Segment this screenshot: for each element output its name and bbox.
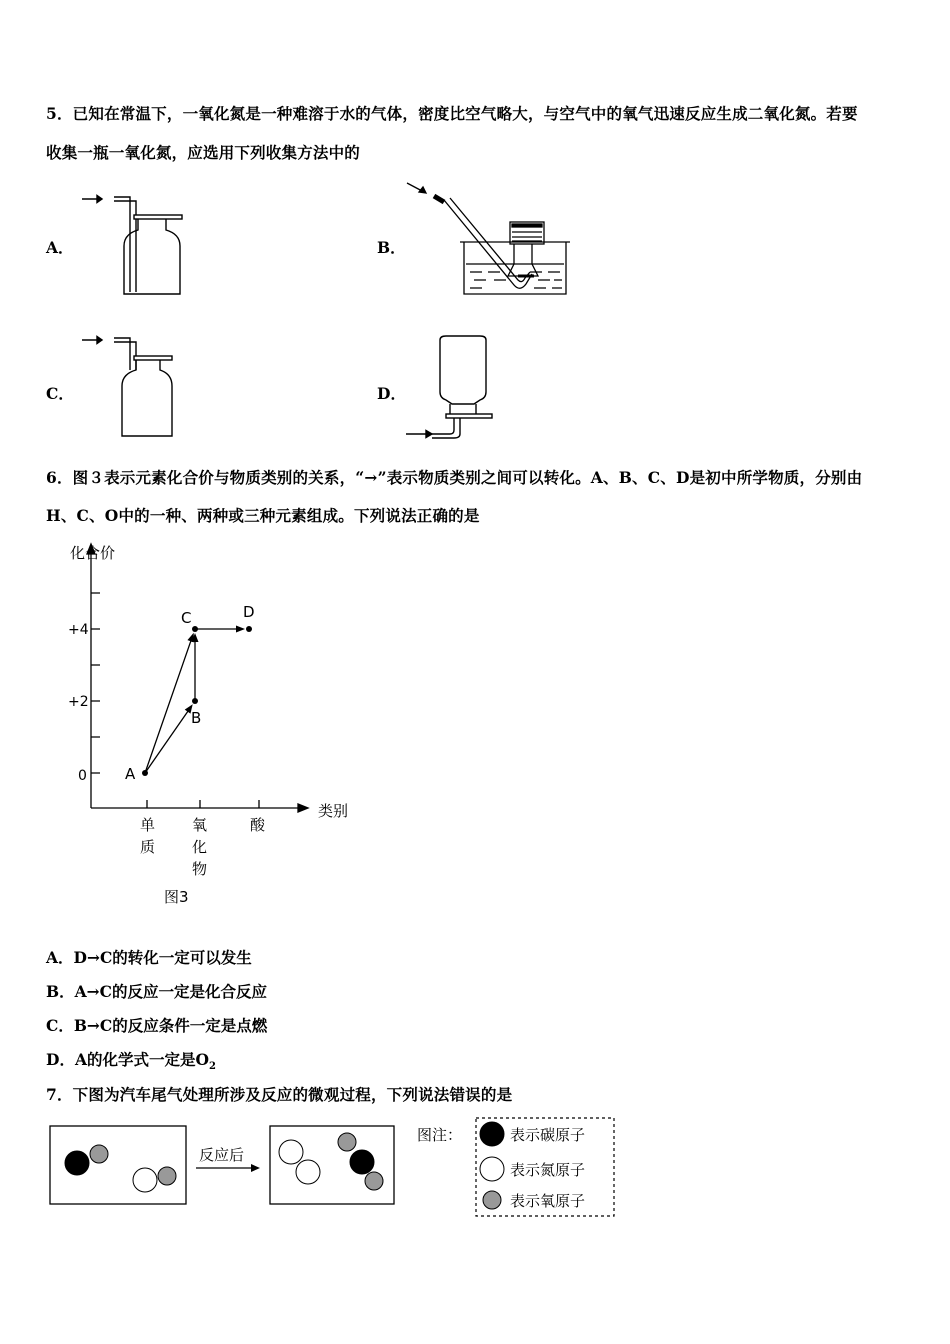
arrow-A-B xyxy=(145,709,189,773)
oxygen-atom xyxy=(158,1167,176,1185)
ytick-plus2: +2 xyxy=(68,694,89,710)
nitrogen-atom xyxy=(133,1168,157,1192)
q6-choice-d-text: D．A的化学式一定是O xyxy=(46,1050,209,1069)
q5-option-b-label: B． xyxy=(377,238,406,257)
products-box xyxy=(270,1126,394,1204)
q6-line1: 6．图３表示元素化合价与物质类别的关系，“→”表示物质类别之间可以转化。A、B、C、D是初中所学物质，分别由 xyxy=(46,468,863,487)
xcat-acid: 酸 xyxy=(250,816,266,834)
point-label-C: C xyxy=(181,609,192,627)
point-C xyxy=(192,626,198,632)
oxygen-atom xyxy=(365,1172,383,1190)
gas-bottle-figure-a xyxy=(76,186,186,298)
legend-carbon-icon xyxy=(480,1122,504,1146)
q6-line2: H、C、O中的一种、两种或三种元素组成。下列说法正确的是 xyxy=(46,506,480,525)
legend-title: 图注： xyxy=(417,1126,463,1144)
legend-nitrogen-text: 表示氮原子 xyxy=(510,1161,586,1179)
oxygen-atom xyxy=(338,1133,356,1151)
point-label-D: D xyxy=(243,603,255,621)
valence-chart xyxy=(40,540,380,910)
arrow-A-C xyxy=(145,638,192,773)
point-D xyxy=(246,626,252,632)
point-label-A: A xyxy=(125,765,136,783)
xcat-elemental-1: 单 xyxy=(140,816,156,834)
x-axis-label: 类别 xyxy=(318,802,349,820)
q5-line2: 收集一瓶一氧化氮，应选用下列收集方法中的 xyxy=(46,143,361,162)
carbon-atom xyxy=(350,1150,374,1174)
legend-oxygen-icon xyxy=(483,1191,501,1209)
point-A xyxy=(142,770,148,776)
legend-nitrogen-icon xyxy=(480,1157,504,1181)
arrowhead-C-D xyxy=(236,626,245,633)
ytick-plus4: +4 xyxy=(68,622,89,638)
q6-choice-a: A．D→C的转化一定可以发生 xyxy=(46,948,252,967)
y-axis-label: 化合价 xyxy=(70,544,116,562)
chart-marks xyxy=(125,603,255,783)
legend-oxygen-text: 表示氧原子 xyxy=(510,1192,586,1210)
reaction-diagram xyxy=(46,1114,626,1224)
xcat-elemental-2: 质 xyxy=(140,838,156,856)
nitrogen-atom xyxy=(279,1140,303,1164)
q5-option-a-label: A． xyxy=(46,238,74,257)
point-B xyxy=(192,698,198,704)
q7-line1: 7．下图为汽车尾气处理所涉及反应的微观过程，下列说法错误的是 xyxy=(46,1085,513,1104)
nitrogen-atom xyxy=(296,1160,320,1184)
arrow-label: 反应后 xyxy=(199,1146,245,1164)
q5-line1: 5．已知在常温下，一氧化氮是一种难溶于水的气体，密度比空气略大，与空气中的氧气迅速反应生成二氧化氮。若要 xyxy=(46,104,858,123)
xcat-oxide-3: 物 xyxy=(192,860,208,878)
point-label-B: B xyxy=(191,709,202,727)
ytick-zero: 0 xyxy=(78,768,87,784)
xcat-oxide-2: 化 xyxy=(192,838,208,856)
xcat-oxide-1: 氧 xyxy=(192,816,208,834)
q6-choice-c: C．B→C的反应条件一定是点燃 xyxy=(46,1016,268,1035)
oxygen-atom xyxy=(90,1145,108,1163)
gas-bottle-figure-c xyxy=(76,330,186,442)
q5-option-c-label: C． xyxy=(46,384,74,403)
q6-choice-d-subscript: 2 xyxy=(208,1061,216,1073)
y-ticks xyxy=(91,593,100,773)
legend-carbon-text: 表示碳原子 xyxy=(510,1126,586,1144)
reaction-arrow-head xyxy=(251,1164,260,1172)
carbon-atom xyxy=(65,1151,89,1175)
q5-option-d-label: D． xyxy=(377,384,406,403)
q6-choice-d xyxy=(46,1048,216,1072)
chart-caption: 图3 xyxy=(164,888,189,906)
inverted-bottle-figure-d xyxy=(404,334,504,442)
q6-choice-b: B．A→C的反应一定是化合反应 xyxy=(46,982,267,1001)
water-trough-figure-b xyxy=(404,180,579,298)
x-ticks xyxy=(147,800,259,808)
